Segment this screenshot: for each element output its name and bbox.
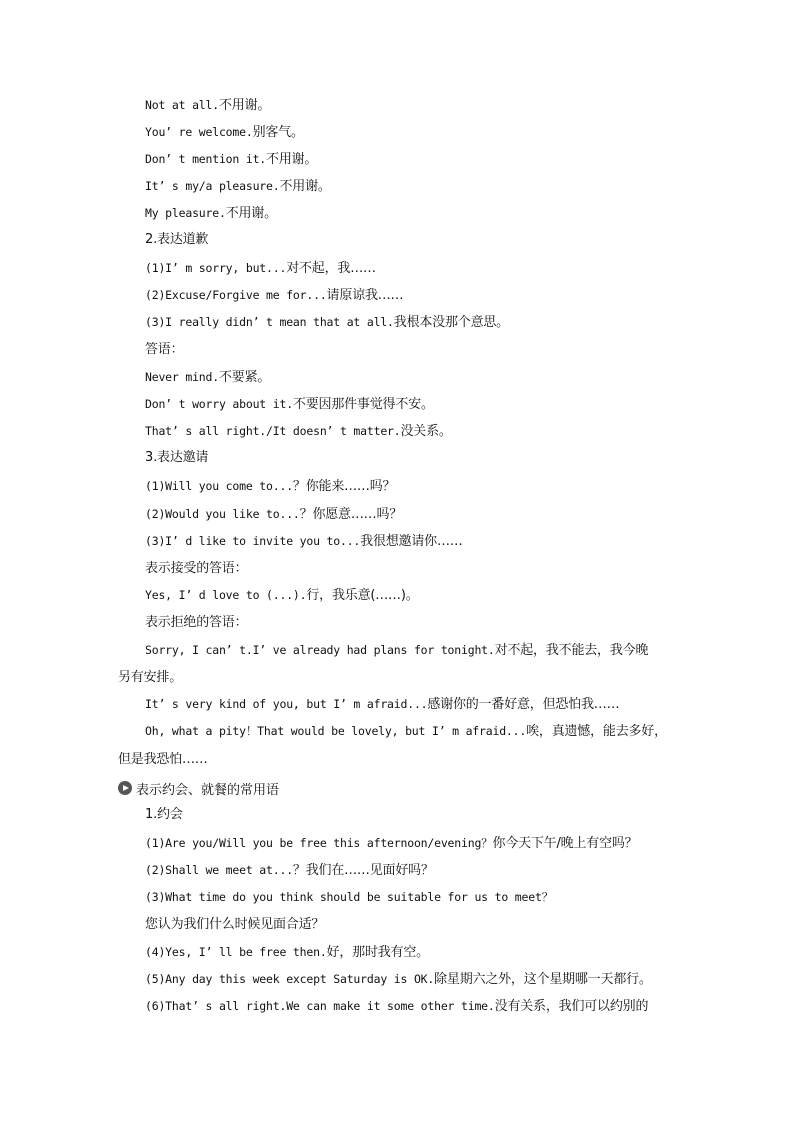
subheading-invitation: 3.表达邀请 bbox=[145, 450, 209, 465]
play-circle-icon bbox=[118, 781, 132, 795]
section-title: 表示约会、就餐的常用语 bbox=[136, 782, 280, 798]
text-line: It’ s my/a pleasure.不用谢。 bbox=[145, 179, 331, 194]
section-heading bbox=[118, 779, 279, 797]
text-line: It’ s very kind of you, but I’ m afraid...感谢你的一番好意，但恐怕我…… bbox=[145, 697, 620, 712]
text-line: 但是我恐怕…… bbox=[118, 752, 208, 767]
text-line: 表示拒绝的答语： bbox=[145, 615, 248, 630]
subheading-apology: 2.表达道歉 bbox=[145, 232, 209, 247]
text-line: Sorry, I can’ t.I’ ve already had plans for tonight.对不起，我不能去，我今晚 bbox=[145, 643, 649, 658]
text-line: Oh, what a pity！That would be lovely, but I’ m afraid...唉，真遗憾，能去多好， bbox=[145, 724, 667, 739]
text-line: 您认为我们什么时候见面合适？ bbox=[145, 917, 325, 932]
text-line: (2)Shall we meet at...？我们在……见面好吗？ bbox=[145, 863, 434, 878]
text-line: (1)I’ m sorry, but...对不起，我…… bbox=[145, 261, 376, 276]
text-line: (3)I really didn’ t mean that at all.我根本没那个意思。 bbox=[145, 315, 509, 330]
text-line: 答语： bbox=[145, 342, 184, 357]
text-line: 另有安排。 bbox=[118, 670, 183, 685]
text-line: (4)Yes, I’ ll be free then.好，那时我有空。 bbox=[145, 945, 429, 960]
text-line: My pleasure.不用谢。 bbox=[145, 206, 277, 221]
subheading-appointment: 1.约会 bbox=[145, 807, 183, 822]
text-line: Don’ t worry about it.不要因那件事觉得不安。 bbox=[145, 397, 434, 412]
text-line: Don’ t mention it.不用谢。 bbox=[145, 152, 318, 167]
text-line: (1)Are you/Will you be free this afternoon/evening？你今天下午/晚上有空吗？ bbox=[145, 836, 638, 851]
text-line: (1)Will you come to...？你能来……吗？ bbox=[145, 479, 396, 494]
text-line: Not at all.不用谢。 bbox=[145, 98, 271, 113]
text-line: That’ s all right./It doesn’ t matter.没关系。 bbox=[145, 424, 452, 439]
text-line: Never mind.不要紧。 bbox=[145, 370, 271, 385]
text-line: (2)Would you like to...？你愿意……吗？ bbox=[145, 507, 403, 522]
text-line: (2)Excuse/Forgive me for...请原谅我…… bbox=[145, 288, 404, 303]
text-line: Yes, I’ d love to (...).行，我乐意(……)。 bbox=[145, 588, 419, 603]
text-line: (5)Any day this week except Saturday is OK.除星期六之外，这个星期哪一天都行。 bbox=[145, 972, 652, 987]
text-line: 表示接受的答语： bbox=[145, 561, 248, 576]
text-line: (6)That’ s all right.We can make it some other time.没有关系，我们可以约别的 bbox=[145, 999, 649, 1014]
text-line: (3)What time do you think should be suitable for us to meet？ bbox=[145, 890, 553, 904]
text-line: You’ re welcome.别客气。 bbox=[145, 125, 304, 140]
text-line: (3)I’ d like to invite you to...我很想邀请你…… bbox=[145, 534, 463, 549]
